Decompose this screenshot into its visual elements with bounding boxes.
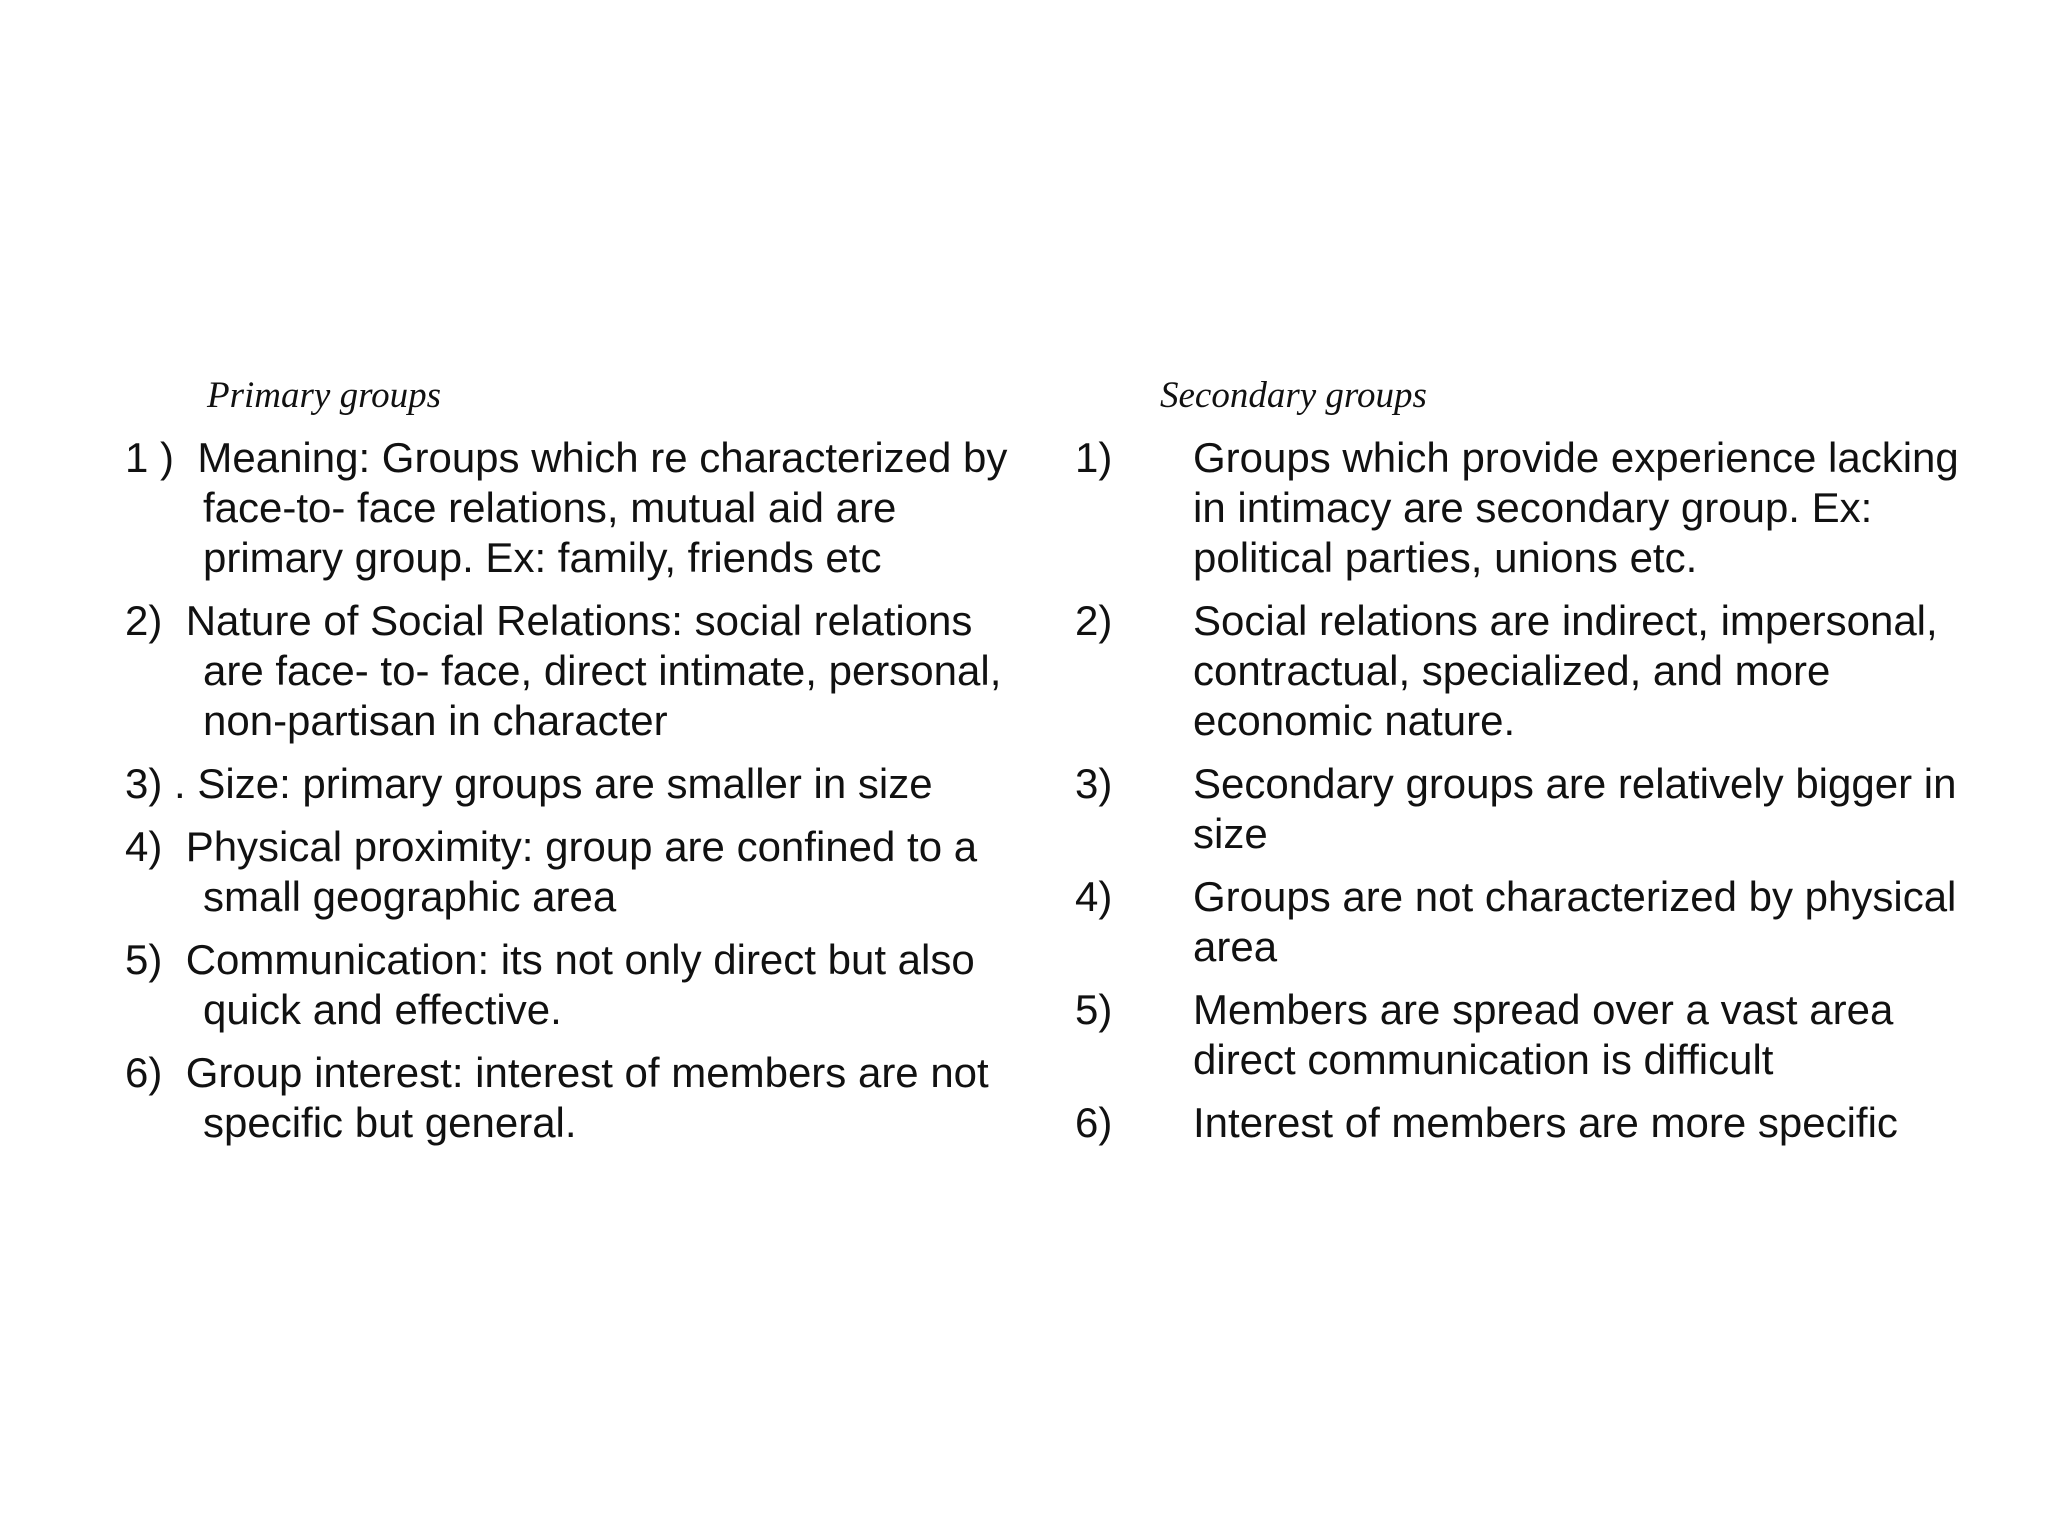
item-number: 5) xyxy=(1075,986,1113,1033)
secondary-groups-heading: Secondary groups xyxy=(1160,375,1427,416)
list-item xyxy=(1075,596,1975,746)
list-item xyxy=(125,935,1025,1035)
item-number: 1 ) xyxy=(125,434,198,481)
item-number: 6) xyxy=(1075,1099,1113,1146)
item-text: Group interest: interest of members are not specific but general. xyxy=(185,1049,989,1146)
secondary-groups-column xyxy=(1075,372,1975,1148)
item-text: Meaning: Groups which re characterized by face-to- face relations, mutual aid are primary group. Ex: family, friends etc xyxy=(197,434,1008,581)
item-text: Communication: its not only direct but also quick and effective. xyxy=(185,936,975,1033)
item-number: 3) . xyxy=(125,760,198,807)
item-text: Physical proximity: group are confined to a small geographic area xyxy=(185,823,978,920)
item-text: Secondary groups are relatively bigger in size xyxy=(1193,760,1957,857)
list-item xyxy=(1075,1098,1975,1148)
item-number: 1) xyxy=(1075,434,1113,481)
list-item xyxy=(1075,759,1975,859)
list-item xyxy=(1075,985,1975,1085)
item-number: 2) xyxy=(1075,597,1113,644)
primary-groups-column xyxy=(125,372,1025,1148)
list-item xyxy=(125,759,1025,809)
item-number: 3) xyxy=(1075,760,1113,807)
item-text: Groups are not characterized by physical area xyxy=(1193,873,1957,970)
item-text: Members are spread over a vast area direct communication is difficult xyxy=(1193,986,1894,1083)
item-text: Interest of members are more specific xyxy=(1193,1099,1898,1146)
item-text: Social relations are indirect, impersonal, contractual, specialized, and more economic nature. xyxy=(1193,597,1938,744)
item-number: 5) xyxy=(125,936,186,983)
item-number: 4) xyxy=(1075,873,1113,920)
list-item xyxy=(125,433,1025,583)
list-item xyxy=(1075,872,1975,972)
list-item xyxy=(125,596,1025,746)
item-number: 6) xyxy=(125,1049,186,1096)
item-text: Nature of Social Relations: social relations are face- to- face, direct intimate, personal, non-partisan in character xyxy=(185,597,1002,744)
list-item xyxy=(1075,433,1975,583)
item-number: 4) xyxy=(125,823,186,870)
item-text: Size: primary groups are smaller in size xyxy=(197,760,933,807)
list-item xyxy=(125,1048,1025,1148)
primary-groups-heading: Primary groups xyxy=(207,375,441,416)
list-item xyxy=(125,822,1025,922)
item-number: 2) xyxy=(125,597,186,644)
item-text: Groups which provide experience lacking in intimacy are secondary group. Ex: political parties, unions etc. xyxy=(1193,434,1959,581)
